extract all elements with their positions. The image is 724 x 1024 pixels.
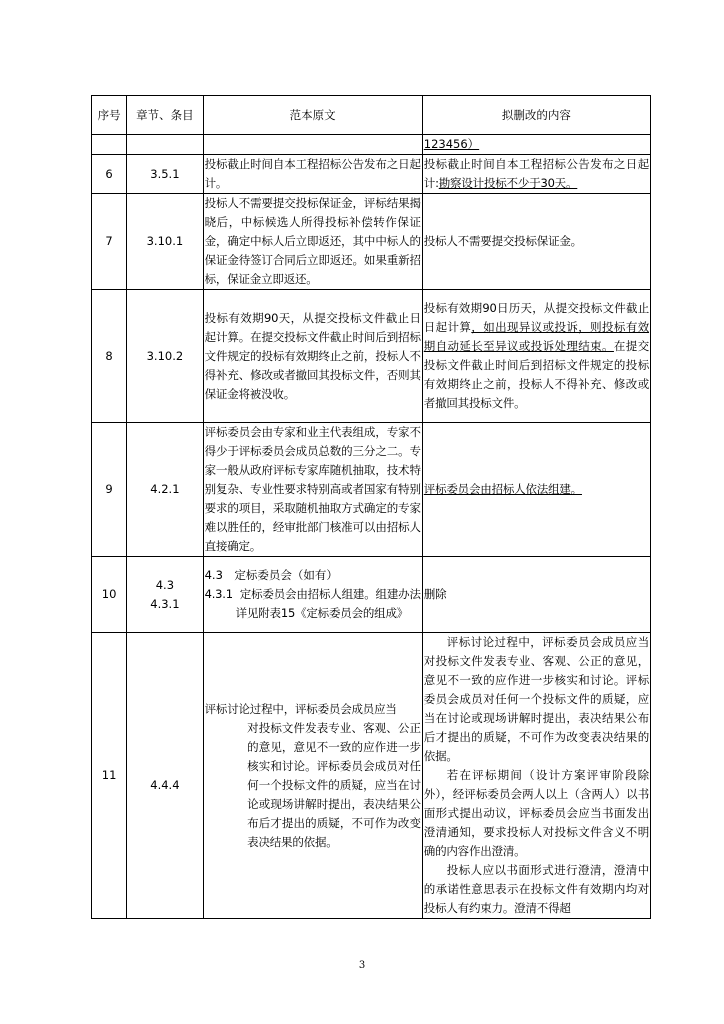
row-number: 8 [92,290,127,423]
header-section: 章节、条目 [127,96,203,135]
row-number: 11 [92,633,127,919]
table-row [92,155,651,194]
table-row [92,290,651,423]
table-row [92,557,651,633]
underlined-insertion: 评标委员会由招标人依法组建。 [423,482,582,496]
table-row [92,423,651,557]
row-revised [422,423,650,557]
continuation-text: 123456） [422,135,650,155]
row-number: 10 [92,557,127,633]
underlined-insertion: 勘察设计投标不少于30天。 [438,176,578,190]
row-section: 3.5.1 [127,155,203,194]
amendment-table [91,95,651,919]
row-section: 3.10.1 [127,194,203,290]
row-number: 9 [92,423,127,557]
row-revised: 评标讨论过程中，评标委员会成员应当对投标文件发表专业、客观、公正的意见，意见不一致的应作进一步核实和讨论。评标委员会成员对任何一个投标文件的质疑，应当在讨论或现场讲解时提出，表决结果公布后才提出的质疑，不可作为改变表决结果的依据。 若在评标期间（设计方案评审阶段除外），经评标委员会两人以上（含两人）以书面形式提出动议，评标委员会应当书面发出澄清通知，要求投标人对投标文件含义不明确的内容作出澄清。 投标人应以书面形式进行澄清，澄清中的承诺性意思表示在投标文件有效期内均对投标人有约束力。澄清不得超 [422,633,650,919]
row-original: 投标有效期90天，从提交投标文件截止日起计算。在提交投标文件截止时间后到招标文件规定的投标有效期终止之前，投标人不得补充、修改或者撤回其投标文件，否则其保证金将被没收。 [203,290,422,423]
row-number: 6 [92,155,127,194]
row-number: 7 [92,194,127,290]
row-revised: 投标截止时间自本工程招标公告发布之日起计:勘察设计投标不少于30天。 [422,155,650,194]
page-number: 3 [358,960,366,971]
table-row-continuation [92,135,651,155]
row-revised: 投标有效期90日历天，从提交投标文件截止日起计算，如出现异议或投诉，则投标有效期自动延长至异议或投诉处理结束。在提交投标文件截止时间后到招标文件规定的投标有效期终止之前，投标人不得补充、修改或者撤回其投标文件。 [422,290,650,423]
table-header-row [92,96,651,135]
row-revised: 删除 [422,557,650,633]
row-original: 投标截止时间自本工程招标公告发布之日起计。 [203,155,422,194]
row-original: 评标委员会由专家和业主代表组成，专家不得少于评标委员会成员总数的三分之二。专家一般从政府评标专家库随机抽取，技术特别复杂、专业性要求特别高或者国家有特别要求的项目，采取随机抽取方式确定的专家难以胜任的，经审批部门核准可以由招标人直接确定。 [203,423,422,557]
row-section: 3.10.2 [127,290,203,423]
row-section: 4.3 4.3.1 [127,557,203,633]
header-original: 范本原文 [203,96,422,135]
header-revised: 拟删改的内容 [422,96,650,135]
row-section: 4.4.4 [127,633,203,919]
row-original: 4.3 定标委员会（如有） 4.3.1 定标委员会由招标人组建。组建办法详见附表15《定标委员会的组成》 [203,557,422,633]
row-section: 4.2.1 [127,423,203,557]
underlined-insertion: ，如出现异议或投诉，则投标有效期自动延长至异议或投诉处理结束。 [423,320,650,353]
row-original: 投标人不需要提交投标保证金，评标结果揭晓后，中标候选人所得投标补偿转作保证金，确定中标人后立即返还，其中中标人的保证金待签订合同后立即返还。如果重新招标，保证金立即返还。 [203,194,422,290]
table-row [92,194,651,290]
header-no: 序号 [92,96,127,135]
row-revised: 投标人不需要提交投标保证金。 [422,194,650,290]
row-original: 评标讨论过程中，评标委员会成员应当 对投标文件发表专业、客观、公正的意见，意见不一致的应作进一步核实和讨论。评标委员会成员对任何一个投标文件的质疑，应当在讨论或现场讲解时提出，表决结果公布后才提出的质疑，不可作为改变表决结果的依据。 [203,633,422,919]
table-row [92,633,651,919]
